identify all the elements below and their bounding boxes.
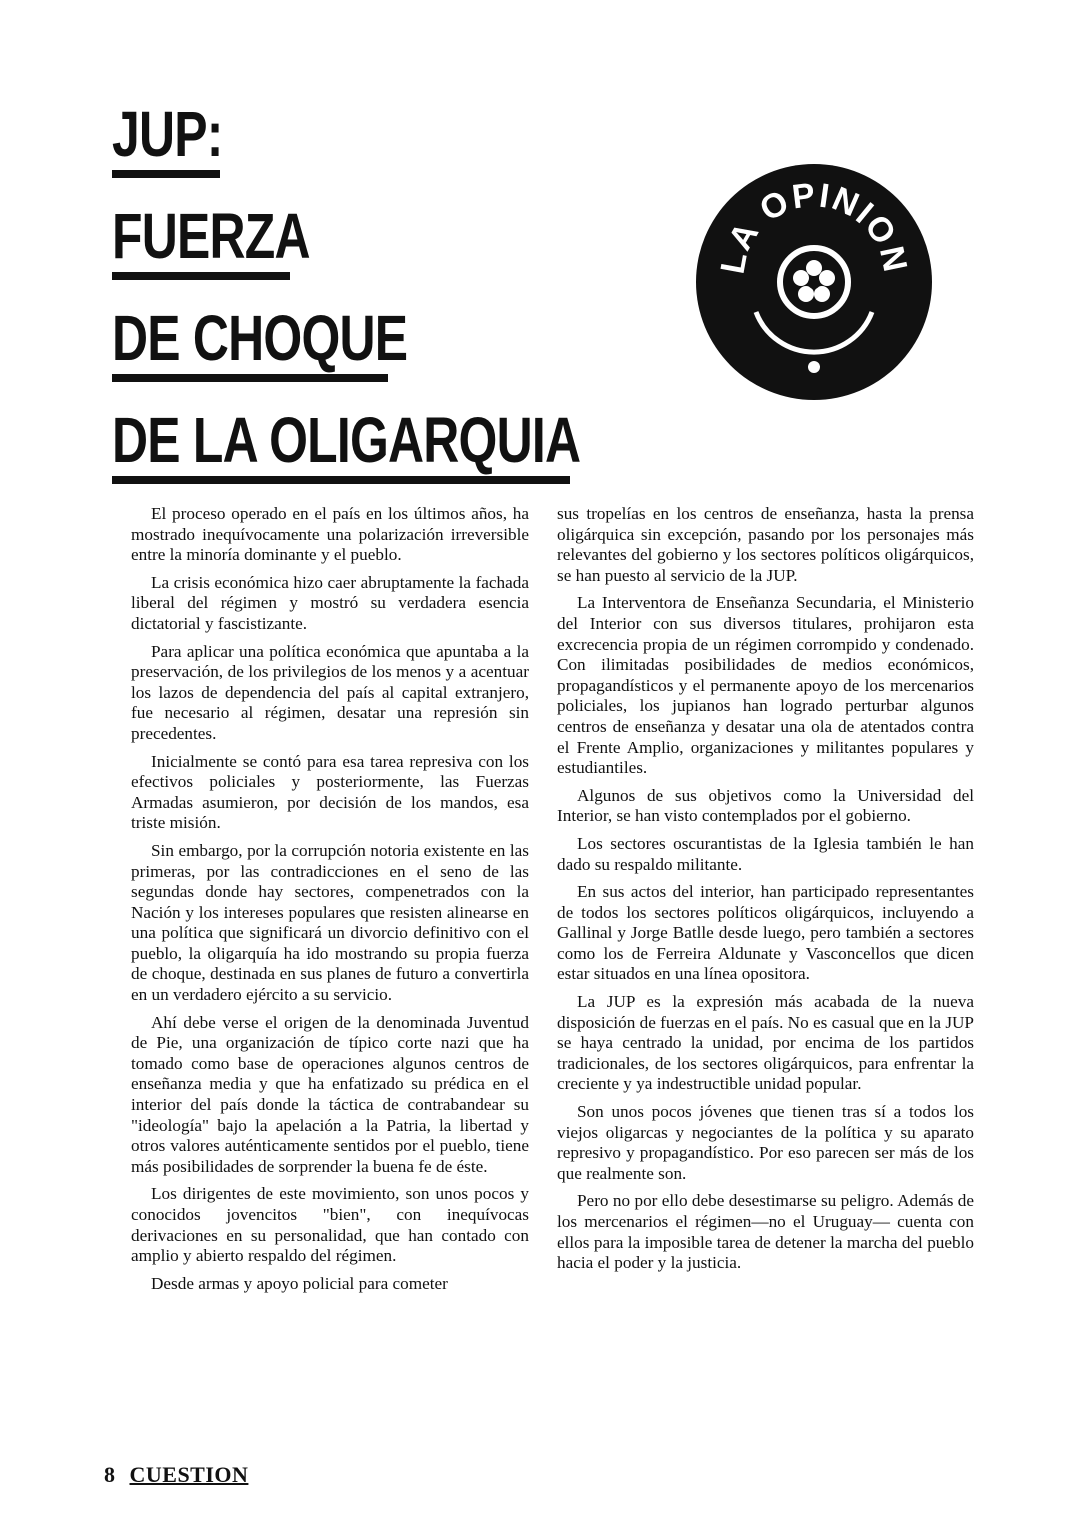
page-footer xyxy=(104,1462,248,1488)
paragraph: La Interventora de Enseñanza Secundaria, el Ministerio del Interior con sus diversos titulares, prohijaron esta excrecencia propia de un régimen corrompido y condenado. Con ilimitadas posibilidades de medios económicos, propagandísticos y el permanente apoyo de los mercenarios policiales, los jupianos han logrado perturbar algunos centros de enseñanza y desatar una ola de atentados contra el Frente Amplio, organizaciones y militantes populares y estudiantiles. xyxy=(557,593,974,778)
headline-rule-4 xyxy=(112,476,570,484)
la-opinion-logo xyxy=(694,162,934,402)
headline-line-3: DE CHOQUE xyxy=(112,302,408,374)
paragraph: Ahí debe verse el origen de la denominada Juventud de Pie, una organización de típico corte nazi que ha tomado como base de operaciones algunos centros de enseñanza media y que ha enfatizado su prédica en el interior del país donde la táctica de contrabandear su "ideología" bajo la apelación a la Patria, la libertad y otros valores auténticamente sentidos por el pueblo, tiene más posibilidades de sorprender la buena fe de éste. xyxy=(131,1012,529,1176)
headline-rule-3 xyxy=(112,374,388,382)
paragraph: Sin embargo, por la corrupción notoria existente en las primeras, por las contradicciones en el seno de las segundas donde hay sectores, compenetrados con la Nación y los intereses populares que resisten alinearse en una política que significará un divorcio definitivo con el pueblo, la oligarquía ha ido mostrando su propia fuerza de choque, destinada en sus planes de futuro a convertirla en un verdadero ejército a su servicio. xyxy=(131,840,529,1005)
headline-rule-1 xyxy=(112,170,220,178)
paragraph: Para aplicar una política económica que apuntaba a la preservación, de los privilegios de los menos y a acentuar los lazos de dependencia del país al capital extranjero, fue necesario al régimen, desatar una represión sin precedentes. xyxy=(131,641,529,743)
paragraph: sus tropelías en los centros de enseñanza, hasta la prensa oligárquica sin excepción, pasando por los personajes más relevantes del gobierno y los sectores políticos oligárquicos, se han puesto al servicio de la JUP. xyxy=(557,504,974,585)
article-column-left xyxy=(131,504,529,1301)
headline-rule-2 xyxy=(112,272,290,280)
paragraph: En sus actos del interior, han participado representantes de todos los sectores políticos oligárquicos, incluyendo a Gallinal y Jorge Batlle desde luego, pero también a sectores como los de Ferreira Aldunate y Vasconcellos que dicen estar situados en una línea opositora. xyxy=(557,882,974,984)
paragraph: La crisis económica hizo caer abruptamente la fachada liberal del régimen y mostró su verdadera esencia dictatorial y fascistizante. xyxy=(131,572,529,633)
paragraph: El proceso operado en el país en los últimos años, ha mostrado inequívocamente una polarización irreversible entre la minoría dominante y el pueblo. xyxy=(131,504,529,565)
paragraph: Son unos pocos jóvenes que tienen tras sí a todos los viejos oligarcas y negociantes de la política y su aparato represivo y propagandístico. Por eso parecen ser más de los que realmente son. xyxy=(557,1102,974,1183)
paragraph: Algunos de sus objetivos como la Universidad del Interior, se han visto contemplados por el gobierno. xyxy=(557,785,974,826)
paragraph: Los sectores oscurantistas de la Iglesia también le han dado su respaldo militante. xyxy=(557,833,974,874)
headline-line-2: FUERZA xyxy=(112,200,310,272)
article-column-right xyxy=(557,504,974,1281)
paragraph: La JUP es la expresión más acabada de la nueva disposición de fuerzas en el país. No es casual que en la JUP se haya centrado la unidad, por encima de los partidos tradicionales, de los sectores oligárquicos, para enfrentar la creciente y ya indestructible unidad popular. xyxy=(557,992,974,1094)
paragraph: Los dirigentes de este movimiento, son unos pocos y conocidos jovencitos "bien", con inequívocas derivaciones en su personalidad, que han contado con amplio y abierto respaldo del régimen. xyxy=(131,1184,529,1266)
page-number: 8 xyxy=(104,1462,116,1487)
headline-line-4: DE LA OLIGARQUIA xyxy=(112,404,581,476)
paragraph: Inicialmente se contó para esa tarea represiva con los efectivos policiales y posteriormente, las Fuerzas Armadas asumieron, por decisión de los mandos, esa triste misión. xyxy=(131,751,529,833)
paragraph: Desde armas y apoyo policial para cometer xyxy=(151,1273,448,1293)
magazine-name: CUESTION xyxy=(129,1462,249,1487)
logo-text: LA OPINION xyxy=(713,175,915,277)
paragraph: Pero no por ello debe desestimarse su peligro. Además de los mercenarios el régimen—no el Uruguay— cuenta con ellos para la imposible tarea de detener la marcha del pueblo hacia el poder y la justicia. xyxy=(557,1191,974,1273)
headline xyxy=(112,100,582,484)
headline-line-1: JUP: xyxy=(112,98,223,170)
